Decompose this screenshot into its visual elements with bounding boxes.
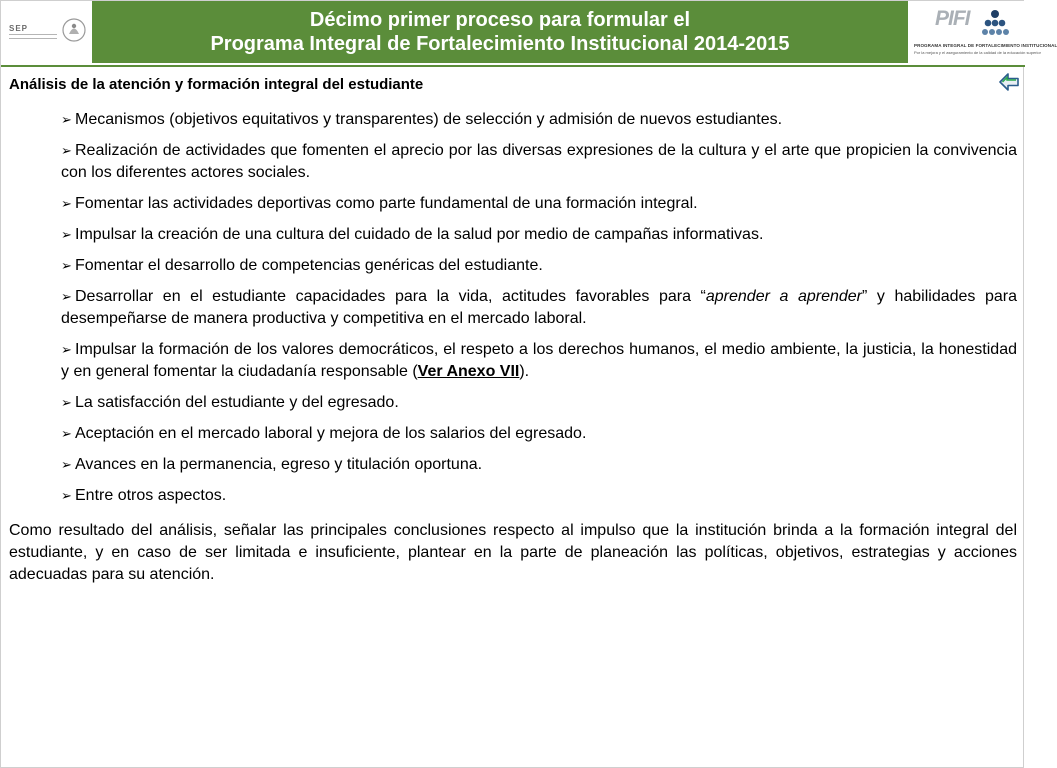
sep-logo-lines (9, 34, 57, 39)
pifi-logo-tagline: Por la mejora y el aseguramiento de la calidad de la educación superior (914, 50, 1041, 55)
conclusion-paragraph: Como resultado del análisis, señalar las principales conclusiones respecto al impulso que la institución brinda a la formación integral del estudiante, y en caso de ser limitada e insuficiente, plantear en la parte de planeación las políticas, objetivos, estrategias y acciones adecuadas para su atención. (9, 522, 1017, 583)
list-item (61, 255, 1017, 277)
list-item-text: Entre otros aspectos. (75, 487, 227, 504)
pifi-logo (909, 1, 1057, 65)
mexico-eagle-icon (61, 15, 87, 45)
list-item-text-pre: Desarrollar en el estudiante capacidades para la vida, actitudes favorables para “ (75, 288, 706, 305)
bullet-arrow-icon: ➢ (61, 457, 72, 472)
list-item (61, 193, 1017, 215)
title-bar (92, 1, 908, 63)
list-item (61, 109, 1017, 131)
bullet-arrow-icon: ➢ (61, 258, 72, 273)
list-item (61, 485, 1017, 507)
list-item-text: Avances en la permanencia, egreso y titulación oportuna. (75, 456, 483, 473)
list-item (61, 224, 1017, 246)
sep-logo (1, 1, 91, 65)
list-item-text: Aceptación en el mercado laboral y mejora de los salarios del egresado. (75, 425, 587, 442)
list-item-text-post: ” y habilidades para desempeñarse de manera productiva y competitiva en el mercado laboral. (61, 288, 1017, 327)
list-item-text-post: ). (519, 363, 530, 380)
list-item (61, 286, 1017, 330)
bullet-arrow-icon: ➢ (61, 342, 72, 357)
bullet-arrow-icon: ➢ (61, 488, 72, 503)
section-title: Análisis de la atención y formación integral del estudiante (9, 76, 424, 93)
pifi-logo-word: PIFI (935, 7, 970, 30)
list-item-text: Fomentar las actividades deportivas como parte fundamental de una formación integral. (75, 195, 698, 212)
sep-logo-text: SEP (9, 24, 29, 33)
list-item (61, 392, 1017, 414)
annex-vii-link[interactable]: Ver Anexo VII (417, 363, 520, 380)
list-item-text-pre: Impulsar la formación de los valores democráticos, el respeto a los derechos humanos, el medio ambiente, la justicia, la honestidad y en general fomentar la ciudadanía responsable ( (61, 341, 1017, 380)
list-item (61, 454, 1017, 476)
list-item-text: Fomentar el desarrollo de competencias genéricas del estudiante. (75, 257, 543, 274)
bullet-arrow-icon: ➢ (61, 196, 72, 211)
pifi-logo-caption: PROGRAMA INTEGRAL DE FORTALECIMIENTO INSTITUCIONAL (914, 43, 1057, 48)
title-line-2: Programa Integral de Fortalecimiento Institucional 2014-2015 (210, 33, 790, 55)
back-arrow-icon[interactable] (998, 71, 1020, 93)
bullet-arrow-icon: ➢ (61, 395, 72, 410)
list-item (61, 339, 1017, 383)
list-item-text: Realización de actividades que fomenten el aprecio por las diversas expresiones de la cultura y el arte que propicien la convivencia con los diferentes actores sociales. (61, 142, 1017, 181)
list-item (61, 423, 1017, 445)
list-item-text: La satisfacción del estudiante y del egresado. (75, 394, 399, 411)
bullet-list (61, 109, 1017, 516)
title-line-1: Décimo primer proceso para formular el (309, 9, 691, 31)
header-divider (1, 65, 1025, 67)
bullet-arrow-icon: ➢ (61, 426, 72, 441)
pifi-figure-icon (981, 9, 1021, 39)
bullet-arrow-icon: ➢ (61, 112, 72, 127)
header (1, 1, 1057, 65)
list-item-text: Impulsar la creación de una cultura del cuidado de la salud por medio de campañas informativas. (75, 226, 764, 243)
bullet-arrow-icon: ➢ (61, 143, 72, 158)
list-item-text-italic: aprender a aprender (705, 288, 862, 305)
bullet-arrow-icon: ➢ (61, 289, 72, 304)
bullet-arrow-icon: ➢ (61, 227, 72, 242)
list-item-text: Mecanismos (objetivos equitativos y transparentes) de selección y admisión de nuevos estudiantes. (75, 111, 783, 128)
list-item (61, 140, 1017, 184)
